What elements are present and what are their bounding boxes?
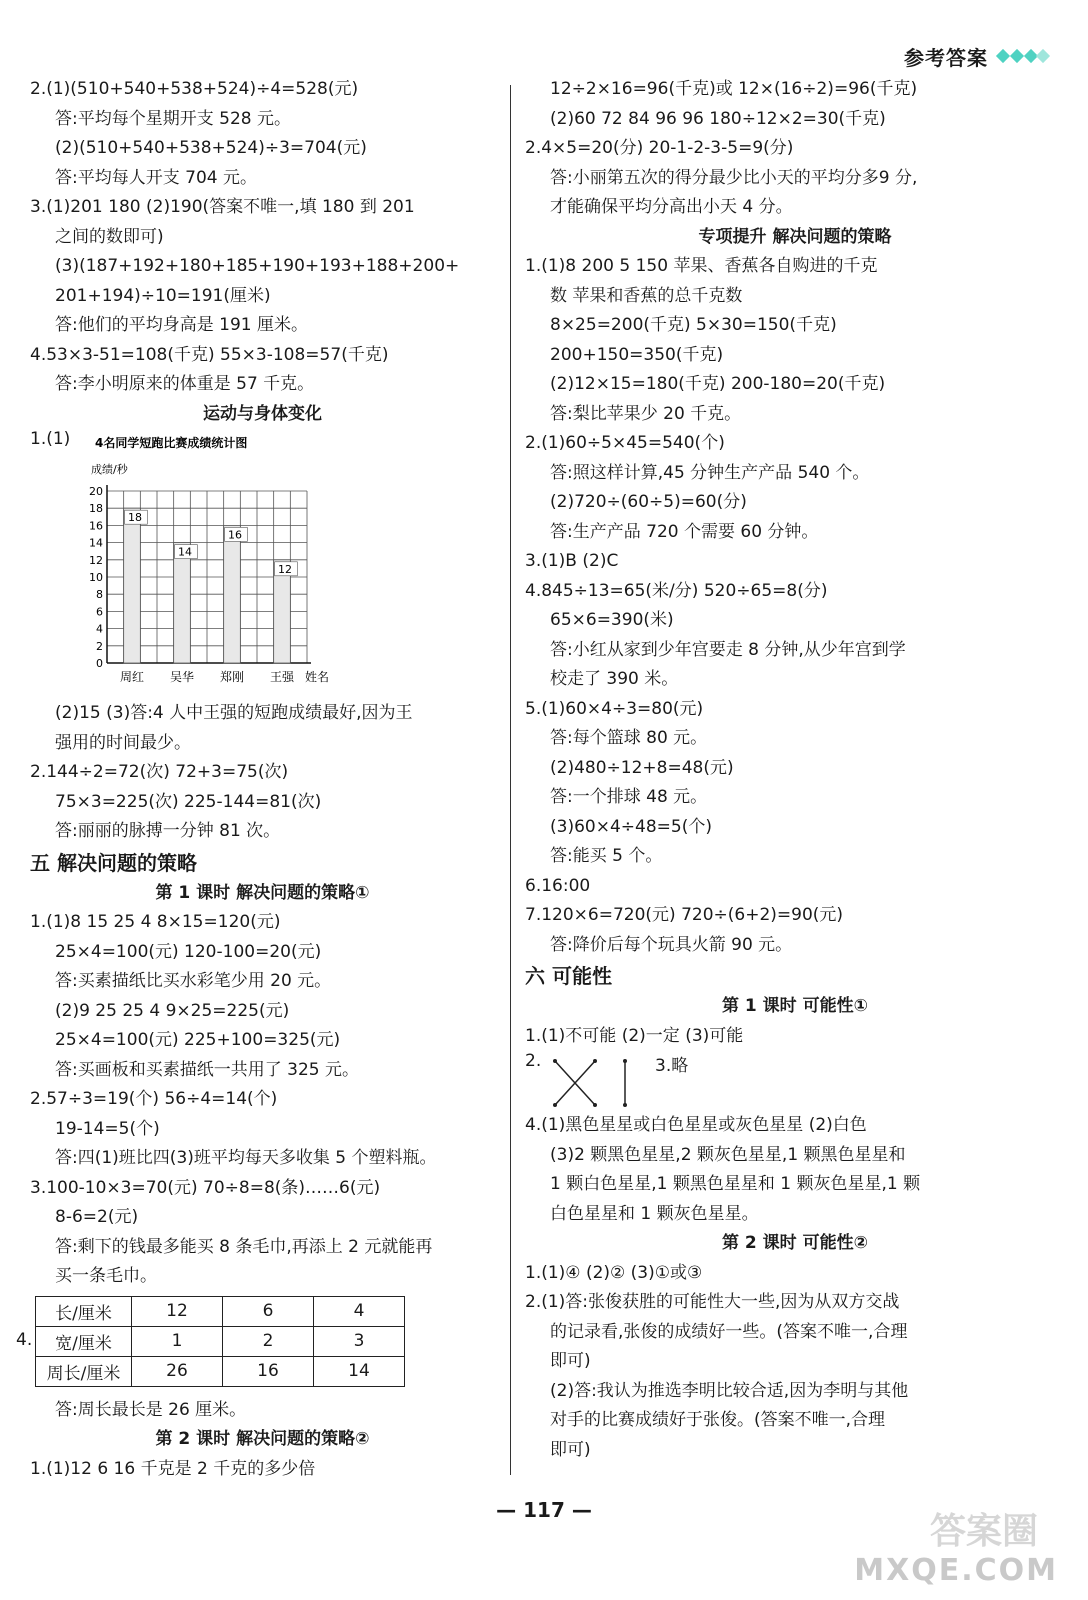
table-cell: 16 [223,1356,314,1386]
table-row-header: 宽/厘米 [36,1326,132,1356]
watermark-logo: 答案圈 [929,1511,1038,1552]
answer-line: 答:能买 5 个。 [550,846,663,866]
answer-line: 即可) [550,1439,591,1460]
bar-data-label: 12 [278,562,292,576]
answer-line: 2.(1)答:张俊获胜的可能性大一些,因为从双方交战 [525,1292,900,1312]
matching-number: 2. [525,1051,542,1071]
answer-line: 之间的数即可) [55,226,164,247]
answer-line: 校走了 390 米。 [550,669,679,689]
matching-answer-text: 3.略 [655,1056,689,1076]
answer-line: 2.(1)60÷5×45=540(个) [525,433,725,453]
x-tick-label: 周红 [119,670,145,684]
answer-line: 2.(1)(510+540+538+524)÷4=528(元) [30,79,359,99]
answer-line: 4.845÷13=65(米/分) 520÷65=8(分) [525,580,828,601]
answer-line: 答:小红从家到少年宫要走 8 分钟,从少年宫到学 [550,639,906,660]
y-tick-label: 16 [89,519,103,533]
answer-line: 答:梨比苹果少 20 千克。 [550,403,742,424]
answer-line: 1.(1)④ (2)② (3)①或③ [525,1262,703,1283]
bar [124,508,141,663]
answer-line: 2.57÷3=19(个) 56÷4=14(个) [30,1089,278,1109]
bar-data-label: 16 [228,528,242,542]
table-cell: 1 [132,1326,223,1356]
answer-line: 答:生产产品 720 个需要 60 分钟。 [550,521,819,542]
answer-line: 答:平均每人开支 704 元。 [55,167,257,188]
answer-line: 19-14=5(个) [55,1118,160,1139]
subsection-heading: 运动与身体变化 [203,403,322,424]
answer-line: 8×25=200(千克) 5×30=150(千克) [550,315,837,335]
answer-line: 答:周长最长是 26 厘米。 [55,1399,247,1420]
table-cell: 26 [132,1356,223,1386]
subsection-heading: 专项提升 解决问题的策略 [698,226,892,247]
chart-block [30,429,495,699]
subsection-heading: 第 2 课时 可能性② [722,1233,868,1253]
answer-line: 1.(1)不可能 (2)一定 (3)可能 [525,1025,744,1046]
table-cell: 14 [314,1356,405,1386]
table-cell: 12 [132,1296,223,1326]
section-heading: 五 解决问题的策略 [30,850,197,875]
answer-line: 1 颗白色星星,1 颗黑色星星和 1 颗灰色星星,1 颗 [550,1174,921,1194]
matching-item [525,1051,1065,1111]
answer-line: 4.(1)黑色星星或白色星星或灰色星星 (2)白色 [525,1115,867,1135]
page-number: — 117 — [496,1498,592,1522]
answer-line: 答:丽丽的脉搏一分钟 81 次。 [55,821,281,841]
answer-line: 答:一个排球 48 元。 [550,787,708,807]
table-question-number: 4. [16,1329,33,1350]
answer-line: 1.(1)8 200 5 150 苹果、香蕉各自购进的千克 [525,256,878,276]
x-tick-label: 郑刚 [219,670,245,684]
y-tick-label: 8 [96,588,103,602]
y-tick-label: 2 [96,639,103,653]
table-block [16,1296,495,1396]
y-tick-label: 14 [89,536,103,550]
answer-line: (2)9 25 25 4 9×25=225(元) [55,1000,290,1021]
answer-line: (2)15 (3)答:4 人中王强的短跑成绩最好,因为王 [55,703,413,723]
answer-line: 6.16:00 [525,875,591,896]
answer-line: (2)答:我认为推选李明比较合适,因为李明与其他 [550,1380,909,1401]
answer-line: 对手的比赛成绩好于张俊。(答案不唯一,合理 [550,1410,886,1430]
subsection-heading: 第 2 课时 解决问题的策略② [155,1429,370,1449]
answer-line: 25×4=100(元) 225+100=325(元) [55,1030,341,1050]
answer-line: 12÷2×16=96(千克)或 12×(16÷2)=96(千克) [550,79,918,99]
answer-line: 数 苹果和香蕉的总千克数 [550,285,743,306]
bar [224,525,241,663]
x-tick-label: 王强 [269,670,295,684]
chart-x-label: 姓名 [305,670,330,684]
answer-line: 答:每个篮球 80 元。 [550,728,708,748]
answer-line: 答:买素描纸比买水彩笔少用 20 元。 [55,971,332,991]
table-row-header: 周长/厘米 [36,1356,132,1386]
answer-line: 的记录看,张俊的成绩好一些。(答案不唯一,合理 [550,1321,908,1342]
left-column [16,75,495,1484]
table-row-header: 长/厘米 [36,1296,132,1326]
header-decoration-icon [996,47,1048,67]
y-tick-label: 4 [96,622,103,636]
answer-line: (2)720÷(60÷5)=60(分) [550,492,747,512]
right-column [525,75,1065,1465]
chart-y-label: 成绩/秒 [91,463,128,476]
answer-line: 3.(1)201 180 (2)190(答案不唯一,填 180 到 201 [30,197,415,217]
bar [174,543,191,663]
answer-line: 强用的时间最少。 [55,732,191,753]
answer-line: 答:小丽第五次的得分最少比小天的平均分多9 分, [550,167,918,188]
table-cell: 2 [223,1326,314,1356]
table-cell: 6 [223,1296,314,1326]
y-tick-label: 10 [89,571,103,584]
answer-line: 答:降价后每个玩具火箭 90 元。 [550,934,793,955]
answer-line: 即可) [550,1351,591,1371]
subsection-heading: 第 1 课时 解决问题的策略① [155,882,370,903]
header-title: 参考答案 [904,46,988,70]
answer-line: 5.(1)60×4÷3=80(元) [525,698,704,719]
left-block-c [30,1396,495,1485]
bar-chart [85,435,345,697]
answer-line: (2)480÷12+8=48(元) [550,757,734,778]
y-tick-label: 0 [96,657,103,670]
answer-line: 1.(1)12 6 16 千克是 2 千克的多少倍 [30,1458,316,1479]
y-tick-label: 6 [96,605,103,619]
y-tick-label: 18 [89,502,103,516]
answer-line: 1.(1)8 15 25 4 8×15=120(元) [30,912,281,932]
table-row [36,1296,405,1326]
answer-line: 8-6=2(元) [55,1207,139,1227]
answer-line: (2)60 72 84 96 96 180÷12×2=30(千克) [550,108,886,129]
matching-lines-figure [545,1055,645,1111]
answer-line: 201+194)÷10=191(厘米) [55,285,271,306]
answer-line: 2.4×5=20(分) 20-1-2-3-5=9(分) [525,138,794,158]
table-row [36,1356,405,1386]
y-tick-label: 20 [89,485,103,498]
answer-line: (2)(510+540+538+524)÷3=704(元) [55,138,367,158]
bar-data-label: 14 [178,545,192,559]
chart-question-number: 1.(1) [30,429,71,449]
answer-line: 答:李小明原来的体重是 57 千克。 [55,374,315,394]
page-header [904,42,1048,71]
subsection-heading: 第 1 课时 可能性① [722,996,868,1016]
answer-line: 7.120×6=720(元) 720÷(6+2)=90(元) [525,905,844,925]
left-block-b [30,699,495,1292]
answer-line: 才能确保平均分高出小天 4 分。 [550,197,793,217]
bar-data-label: 18 [128,511,142,525]
answer-line: 65×6=390(米) [550,610,674,630]
answer-line: 答:四(1)班比四(3)班平均每天多收集 5 个塑料瓶。 [55,1148,437,1168]
answer-line: 答:买画板和买素描纸一共用了 325 元。 [55,1059,359,1080]
answer-line: 4.53×3-51=108(千克) 55×3-108=57(千克) [30,344,389,365]
watermark-site: MXQE.COM [854,1553,1058,1588]
answer-line: 2.144÷2=72(次) 72+3=75(次) [30,762,289,782]
chart-title: 4名同学短跑比赛成绩统计图 [95,436,248,450]
answer-line: 75×3=225(次) 225-144=81(次) [55,791,322,812]
answer-line: 3.100-10×3=70(元) 70÷8=8(条)……6(元) [30,1177,381,1198]
answer-line: (3)60×4÷48=5(个) [550,816,712,837]
watermark [854,1508,1058,1588]
table-cell: 4 [314,1296,405,1326]
answer-line: 25×4=100(元) 120-100=20(元) [55,941,322,962]
answer-line: 3.(1)B (2)C [525,551,619,571]
answer-line: 白色星星和 1 颗灰色星星。 [550,1203,759,1224]
answer-line: 买一条毛巾。 [55,1266,157,1286]
dimension-table [35,1296,405,1387]
x-tick-label: 吴华 [169,670,195,684]
answer-line: 答:平均每个星期开支 528 元。 [55,108,291,129]
column-divider [510,85,511,1475]
answer-line: 答:照这样计算,45 分钟生产产品 540 个。 [550,462,870,483]
table-cell: 3 [314,1326,405,1356]
y-tick-label: 12 [89,553,103,567]
right-block-b [525,1111,1065,1465]
answer-line: (3)2 颗黑色星星,2 颗灰色星星,1 颗黑色星星和 [550,1144,906,1165]
answer-line: (3)(187+192+180+185+190+193+188+200+ [55,256,460,276]
answer-line: 答:他们的平均身高是 191 厘米。 [55,315,308,335]
answer-line: 200+150=350(千克) [550,344,724,365]
answer-line: (2)12×15=180(千克) 200-180=20(千克) [550,374,886,394]
table-row [36,1326,405,1356]
section-heading: 六 可能性 [525,964,612,988]
answer-line: 答:剩下的钱最多能买 8 条毛巾,再添上 2 元就能再 [55,1236,433,1257]
right-block-a [525,75,1065,1051]
left-block-a [30,75,495,429]
